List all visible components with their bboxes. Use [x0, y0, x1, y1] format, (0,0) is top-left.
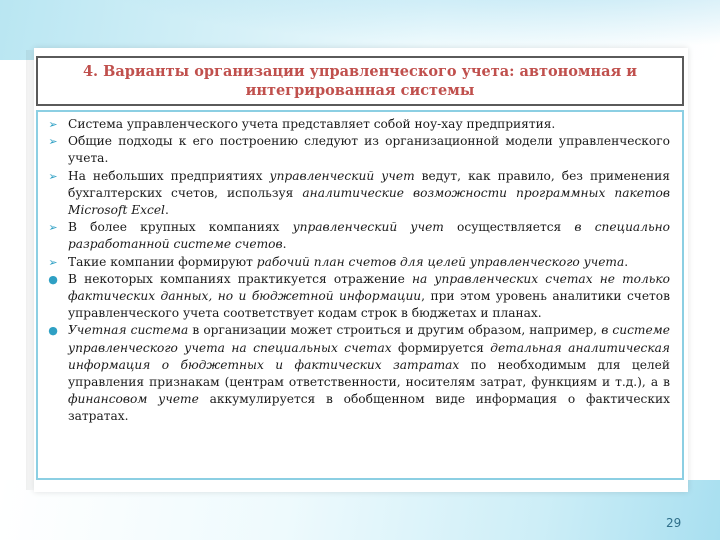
- list-item: [48, 133, 670, 167]
- item-text-segment: в системе управленческого учета на специальных счетах: [68, 323, 670, 355]
- title-box: [36, 56, 684, 106]
- item-text-segment: .: [282, 237, 287, 252]
- item-text-segment: ведут, как правило, без применения бухгалтерских счетов, используя: [68, 168, 670, 200]
- item-text-segment: осуществляется: [443, 220, 575, 235]
- item-text-segment: Учетная система: [68, 323, 189, 338]
- item-text-segment: в специально разработанной системе счетов: [68, 220, 670, 252]
- item-text-segment: Система управленческого учета представляет собой ноу-хау предприятия.: [68, 117, 556, 131]
- item-text-segment: рабочий план счетов для целей управленческого учета: [256, 254, 625, 269]
- bullet-arrow-icon: ➢: [48, 118, 58, 131]
- bullet-dot-icon: ●: [48, 272, 58, 286]
- content-box: [36, 110, 684, 480]
- item-text-segment: В некоторых компаниях практикуется отражение: [68, 271, 412, 286]
- page-number: 29: [666, 516, 682, 530]
- bullet-list: [38, 112, 682, 426]
- list-item: [48, 322, 671, 425]
- item-text-segment: аналитические возможности программных пакетов Microsoft Excel: [68, 185, 670, 218]
- bullet-arrow-icon: ➢: [48, 135, 58, 149]
- list-item: [48, 219, 670, 253]
- bullet-arrow-icon: ➢: [48, 221, 58, 235]
- item-text-segment: .: [164, 203, 169, 218]
- slide-title: 4. Варианты организации управленческого учета: автономная и интегрированная системы: [82, 63, 638, 99]
- list-item: [48, 271, 670, 323]
- item-text-segment: Такие компании формируют: [68, 254, 257, 269]
- item-text-segment: управленческий учет: [269, 168, 415, 183]
- item-text-segment: финансовом учете: [68, 392, 199, 407]
- item-text-segment: в организации может строиться и другим образом, например,: [188, 323, 602, 338]
- item-text-segment: по необходимым для целей управления признакам (центрам ответственности, носителям затрат, функциям и т.д.), а в: [68, 357, 671, 390]
- item-text-segment: В более крупных компаниях: [68, 220, 293, 235]
- item-text-segment: на управленческих счетах не только фактических данных, но и бюджетной информации: [68, 271, 670, 304]
- list-item: [48, 116, 670, 133]
- item-text-segment: На небольших предприятиях: [68, 168, 270, 183]
- item-text-segment: детальная аналитическая информация о бюджетных и фактических затратах: [68, 340, 670, 372]
- item-text-segment: .: [624, 254, 629, 269]
- bullet-dot-icon: ●: [48, 324, 58, 338]
- item-text-segment: аккумулируется в обобщенном виде информация о фактических затратах.: [68, 392, 670, 424]
- item-text-segment: Общие подходы к его построению следуют из организационной модели управленческого учета.: [68, 134, 670, 166]
- list-item: [48, 168, 670, 220]
- item-text-segment: формируется: [391, 340, 491, 355]
- item-text-segment: управленческий учет: [292, 220, 444, 235]
- bullet-arrow-icon: ➢: [48, 169, 58, 183]
- list-item: [48, 254, 670, 271]
- item-text-segment: , при этом уровень аналитики счетов управленческого учета соответствует кодам строк в бюджетах и планах.: [68, 289, 670, 321]
- bullet-arrow-icon: ➢: [48, 255, 58, 269]
